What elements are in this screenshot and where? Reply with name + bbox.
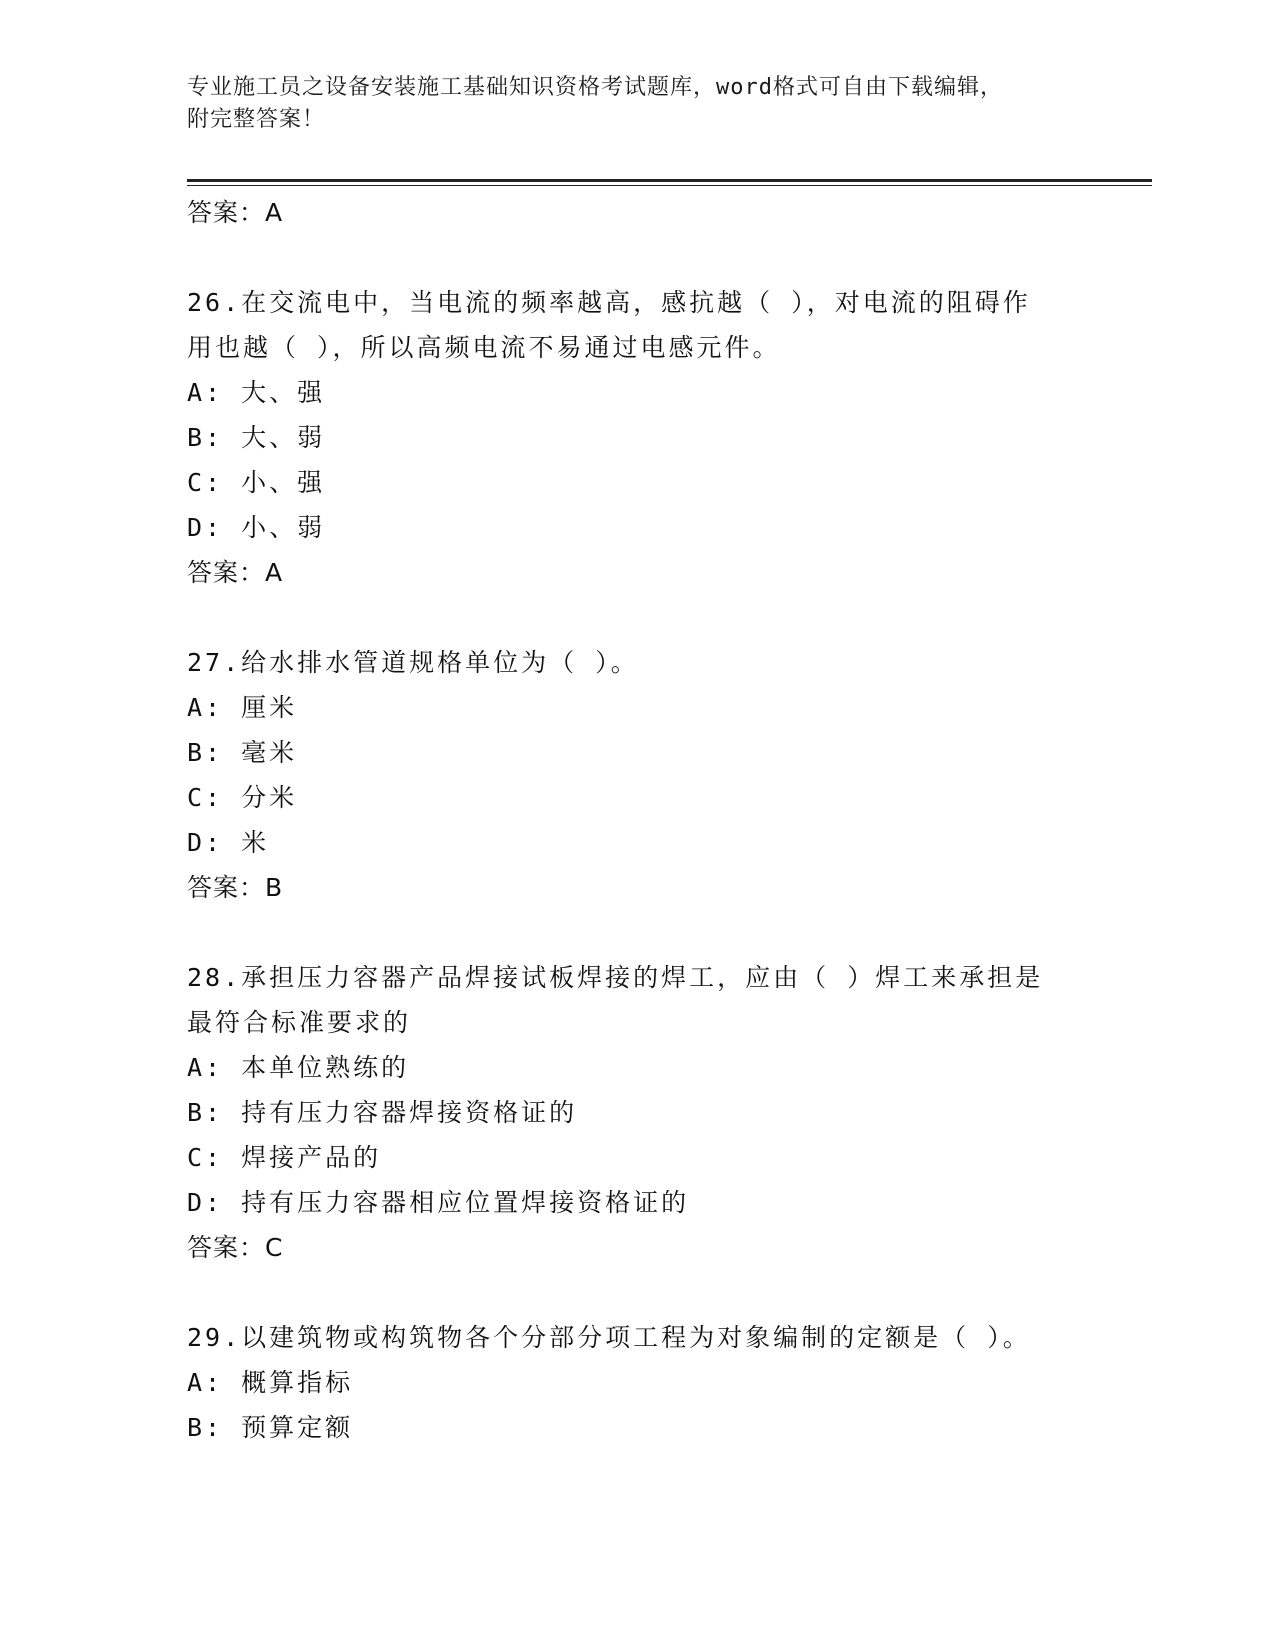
- answer-28: 答案：C: [187, 1233, 284, 1262]
- spacer: [187, 235, 1087, 280]
- header-divider-thick: [187, 179, 1152, 182]
- option-28-b: B: 持有压力容器焊接资格证的: [187, 1098, 578, 1127]
- question-27-text-1: 27.给水排水管道规格单位为（ ）。: [187, 648, 639, 677]
- header-divider-thin: [187, 185, 1152, 186]
- header-line-2: 附完整答案！: [187, 107, 326, 132]
- option-26-c: C: 小、强: [187, 468, 326, 497]
- option-27-d: D: 米: [187, 828, 270, 857]
- spacer: [187, 595, 1087, 640]
- question-28: [187, 955, 1087, 1270]
- header-line-1: 专业施工员之设备安装施工基础知识资格考试题库，word格式可自由下载编辑，: [187, 75, 1003, 100]
- option-26-b: B: 大、弱: [187, 423, 326, 452]
- question-27: [187, 640, 1087, 910]
- question-28-text-2: 最符合标准要求的: [187, 1008, 412, 1037]
- option-28-a: A: 本单位熟练的: [187, 1053, 410, 1082]
- option-27-c: C: 分米: [187, 783, 298, 812]
- option-29-b: B: 预算定额: [187, 1413, 354, 1442]
- question-26-text-2: 用也越（ ），所以高频电流不易通过电感元件。: [187, 333, 781, 362]
- option-27-a: A: 厘米: [187, 693, 298, 722]
- question-29-text-1: 29.以建筑物或构筑物各个分部分项工程为对象编制的定额是（ ）。: [187, 1323, 1031, 1352]
- spacer: [187, 910, 1087, 955]
- answer-26: 答案：A: [187, 558, 284, 587]
- option-26-a: A: 大、强: [187, 378, 326, 407]
- question-29: [187, 1315, 1087, 1450]
- option-26-d: D: 小、弱: [187, 513, 326, 542]
- option-28-c: C: 焊接产品的: [187, 1143, 382, 1172]
- question-list: [187, 190, 1087, 1450]
- question-26-text-1: 26.在交流电中，当电流的频率越高，感抗越（ ），对电流的阻碍作: [187, 288, 1031, 317]
- option-29-a: A: 概算指标: [187, 1368, 354, 1397]
- option-27-b: B: 毫米: [187, 738, 298, 767]
- page-header: [187, 72, 1067, 136]
- answer-25: 答案：A: [187, 198, 284, 227]
- question-28-text-1: 28.承担压力容器产品焊接试板焊接的焊工，应由（ ）焊工来承担是: [187, 963, 1044, 992]
- answer-27: 答案：B: [187, 873, 284, 902]
- spacer: [187, 1270, 1087, 1315]
- option-28-d: D: 持有压力容器相应位置焊接资格证的: [187, 1188, 690, 1217]
- question-26: [187, 280, 1087, 595]
